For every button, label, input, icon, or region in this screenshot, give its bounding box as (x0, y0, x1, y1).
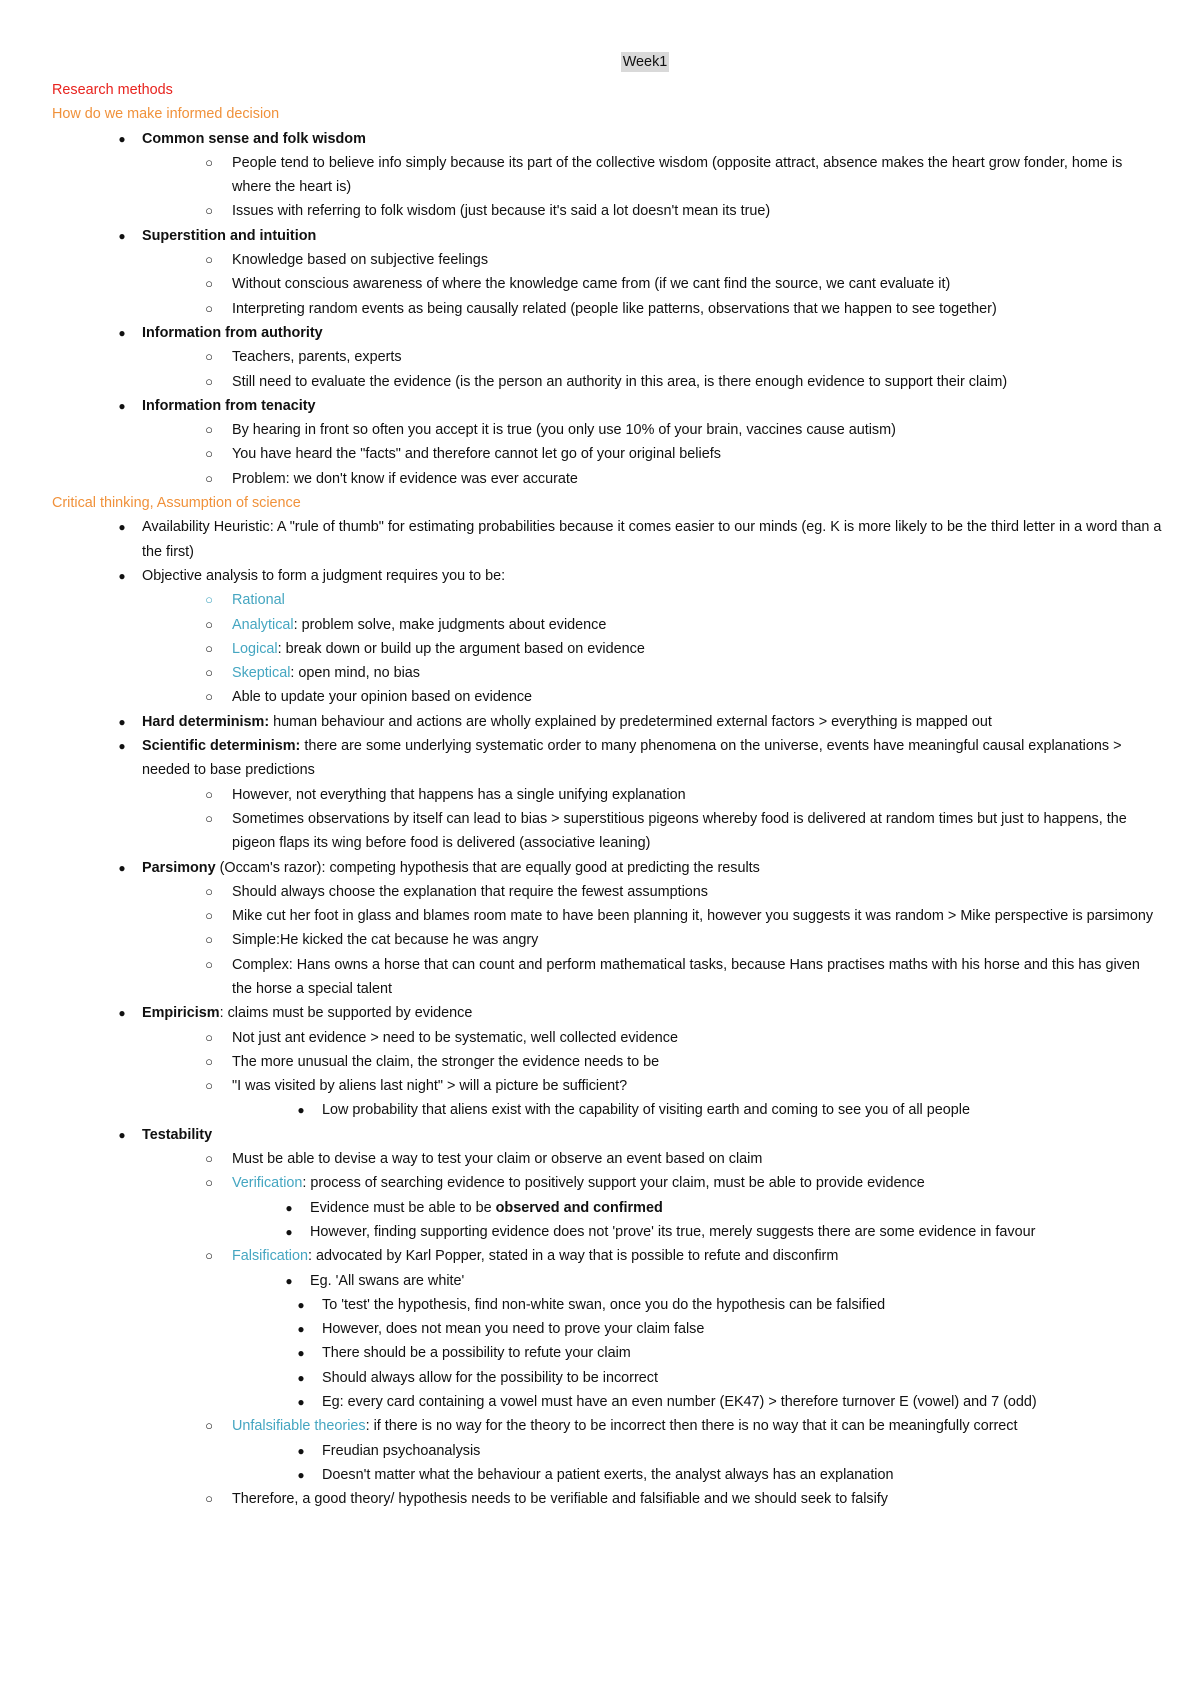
bullet-dot-icon: ● (118, 325, 126, 340)
bullet-square-icon: ● (297, 1322, 305, 1337)
list-item: ○ Not just ant evidence > need to be systematic, well collected evidence (52, 1026, 1162, 1050)
bullet-circle-icon: ○ (205, 154, 213, 170)
list-item: ○ The more unusual the claim, the stronger the evidence needs to be (52, 1050, 1162, 1074)
bullet-circle-icon: ○ (205, 373, 213, 389)
heading-research-methods: Research methods (52, 82, 173, 98)
list-item: ● Information from tenacity (52, 394, 1162, 418)
list-item: ○ Without conscious awareness of where the knowledge came from (if we cant find the source, we cant evaluate it) (52, 272, 1162, 296)
bullet-square-icon: ● (297, 1297, 305, 1312)
bullet-square-icon: ● (297, 1395, 305, 1410)
list-item: ● Should always allow for the possibility to be incorrect (52, 1366, 1162, 1390)
list-item: ○ However, not everything that happens has a single unifying explanation (52, 783, 1162, 807)
bullet-circle-icon: ○ (205, 300, 213, 316)
list-item: ○ Teachers, parents, experts (52, 345, 1162, 369)
bullet-circle-icon: ○ (205, 422, 213, 438)
bullet-circle-icon: ○ (205, 446, 213, 462)
bullet-square-icon: ● (297, 1467, 305, 1482)
list-item: ○ Problem: we don't know if evidence was ever accurate (52, 467, 1162, 491)
informed-decision-list (52, 127, 1162, 491)
bullet-circle-icon: ○ (205, 616, 213, 632)
list-item: ● Freudian psychoanalysis (52, 1439, 1162, 1463)
bullet-square-icon: ● (297, 1443, 305, 1458)
bullet-square-icon: ● (297, 1103, 305, 1118)
list-item: ● Objective analysis to form a judgment requires you to be: (52, 564, 1162, 588)
bullet-circle-icon: ○ (205, 349, 213, 365)
list-item: ● Hard determinism: human behaviour and actions are wholly explained by predetermined external factors > everything is mapped out (52, 710, 1162, 734)
bullet-circle-icon: ○ (205, 640, 213, 656)
page-title: Week1 (622, 54, 668, 70)
bullet-square-icon: ● (285, 1224, 293, 1239)
bullet-circle-icon: ○ (205, 276, 213, 292)
bullet-circle-icon: ○ (205, 1248, 213, 1264)
list-item: ○ People tend to believe info simply because its part of the collective wisdom (opposite attract, absence makes the heart grow fonder, home is where the heart is) (52, 151, 1162, 200)
bullet-circle-icon: ○ (205, 470, 213, 486)
list-item: ○ Verification: process of searching evidence to positively support your claim, must be able to provide evidence (52, 1171, 1162, 1195)
bullet-circle-icon: ○ (205, 1175, 213, 1191)
list-item: ● However, finding supporting evidence does not 'prove' its true, merely suggests there are some evidence in favour (52, 1220, 1162, 1244)
bullet-circle-icon: ○ (205, 1491, 213, 1507)
list-item: ○ By hearing in front so often you accept it is true (you only use 10% of your brain, vaccines cause autism) (52, 418, 1162, 442)
bullet-square-icon: ● (297, 1346, 305, 1361)
bullet-square-icon: ● (297, 1370, 305, 1385)
bullet-circle-icon: ○ (205, 956, 213, 972)
bullet-dot-icon: ● (118, 739, 126, 754)
list-item: ● Common sense and folk wisdom (52, 127, 1162, 151)
bullet-circle-icon: ○ (205, 810, 213, 826)
list-item: ● Superstition and intuition (52, 224, 1162, 248)
list-item: ● Eg: every card containing a vowel must have an even number (EK47) > therefore turnover E (vowel) and 7 (odd) (52, 1390, 1162, 1414)
list-item: ● Scientific determinism: there are some underlying systematic order to many phenomena on the universe, events have meaningful causal explanations > needed to base predictions (52, 734, 1162, 783)
list-item: ○ Therefore, a good theory/ hypothesis needs to be verifiable and falsifiable and we should seek to falsify (52, 1487, 1162, 1511)
bullet-circle-icon: ○ (205, 252, 213, 268)
bullet-circle-icon: ○ (205, 203, 213, 219)
bullet-circle-icon: ○ (205, 1029, 213, 1045)
list-item: ● Doesn't matter what the behaviour a patient exerts, the analyst always has an explanation (52, 1463, 1162, 1487)
bullet-dot-icon: ● (118, 131, 126, 146)
list-item: ○ Analytical: problem solve, make judgments about evidence (52, 613, 1162, 637)
bullet-square-icon: ● (285, 1200, 293, 1215)
list-item: ○ "I was visited by aliens last night" > will a picture be sufficient? (52, 1074, 1162, 1098)
list-item: ○ Falsification: advocated by Karl Popper, stated in a way that is possible to refute and disconfirm (52, 1244, 1162, 1268)
bullet-circle-icon: ○ (205, 592, 213, 608)
list-item: ● Eg. 'All swans are white' (52, 1269, 1162, 1293)
list-item: ○ Mike cut her foot in glass and blames room mate to have been planning it, however you suggests it was random > Mike perspective is parsimony (52, 904, 1162, 928)
bullet-circle-icon: ○ (205, 908, 213, 924)
list-item: ○ Issues with referring to folk wisdom (just because it's said a lot doesn't mean its true) (52, 199, 1162, 223)
bullet-circle-icon: ○ (205, 1418, 213, 1434)
list-item: ○ Still need to evaluate the evidence (is the person an authority in this area, is there enough evidence to support their claim) (52, 370, 1162, 394)
list-item: ● Empiricism: claims must be supported by evidence (52, 1001, 1162, 1025)
list-item: ● However, does not mean you need to prove your claim false (52, 1317, 1162, 1341)
list-item: ● Testability (52, 1123, 1162, 1147)
bullet-square-icon: ● (285, 1273, 293, 1288)
notes-body (52, 78, 1162, 1512)
bullet-circle-icon: ○ (205, 786, 213, 802)
list-item: ○ Rational (52, 588, 1162, 612)
bullet-dot-icon: ● (118, 398, 126, 413)
list-item: ○ Should always choose the explanation that require the fewest assumptions (52, 880, 1162, 904)
list-item: ○ Complex: Hans owns a horse that can count and perform mathematical tasks, because Hans practises maths with his horse and this has given the horse a special talent (52, 953, 1162, 1002)
list-item: ○ Must be able to devise a way to test your claim or observe an event based on claim (52, 1147, 1162, 1171)
list-item: ● Information from authority (52, 321, 1162, 345)
list-item: ○ Knowledge based on subjective feelings (52, 248, 1162, 272)
list-item: ● There should be a possibility to refute your claim (52, 1341, 1162, 1365)
list-item: ○ Sometimes observations by itself can lead to bias > superstitious pigeons whereby food is delivered at random times but just to happens, the pigeon flaps its wing before food is delivered (associative leaning) (52, 807, 1162, 856)
bullet-circle-icon: ○ (205, 1078, 213, 1094)
list-item: ○ Interpreting random events as being causally related (people like patterns, observations that we happen to see together) (52, 297, 1162, 321)
bullet-dot-icon: ● (118, 228, 126, 243)
bullet-dot-icon: ● (118, 568, 126, 583)
list-item: ○ Simple:He kicked the cat because he was angry (52, 928, 1162, 952)
list-item: ● To 'test' the hypothesis, find non-white swan, once you do the hypothesis can be falsified (52, 1293, 1162, 1317)
bullet-circle-icon: ○ (205, 883, 213, 899)
list-item: ○ Unfalsifiable theories: if there is no way for the theory to be incorrect then there is no way that it can be meaningfully correct (52, 1414, 1162, 1438)
critical-thinking-list (52, 515, 1162, 1511)
list-item: ● Parsimony (Occam's razor): competing hypothesis that are equally good at predicting the results (52, 856, 1162, 880)
list-item: ● Low probability that aliens exist with the capability of visiting earth and coming to see you of all people (52, 1098, 1162, 1122)
bullet-dot-icon: ● (118, 714, 126, 729)
bullet-circle-icon: ○ (205, 689, 213, 705)
bullet-dot-icon: ● (118, 520, 126, 535)
list-item: ○ Skeptical: open mind, no bias (52, 661, 1162, 685)
bullet-circle-icon: ○ (205, 932, 213, 948)
bullet-dot-icon: ● (118, 1006, 126, 1021)
list-item: ● Evidence must be able to be observed and confirmed (52, 1196, 1162, 1220)
heading-informed-decision: How do we make informed decision (52, 106, 280, 123)
bullet-dot-icon: ● (118, 1127, 126, 1142)
bullet-dot-icon: ● (118, 860, 126, 875)
list-item: ○ You have heard the "facts" and therefore cannot let go of your original beliefs (52, 442, 1162, 466)
heading-critical-thinking: Critical thinking, Assumption of science (52, 495, 301, 512)
bullet-circle-icon: ○ (205, 1053, 213, 1069)
bullet-circle-icon: ○ (205, 665, 213, 681)
list-item: ○ Logical: break down or build up the argument based on evidence (52, 637, 1162, 661)
list-item: ● Availability Heuristic: A "rule of thumb" for estimating probabilities because it comes easier to our minds (eg. K is more likely to be the third letter in a word than a the first) (52, 515, 1162, 564)
list-item: ○ Able to update your opinion based on evidence (52, 685, 1162, 709)
bullet-circle-icon: ○ (205, 1151, 213, 1167)
